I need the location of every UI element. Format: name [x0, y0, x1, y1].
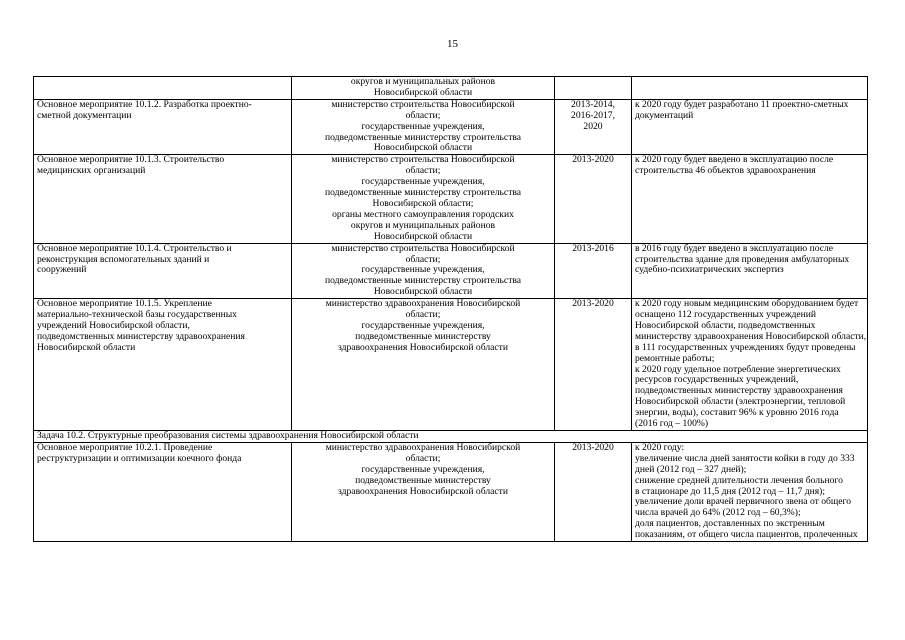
cell-line: Новосибирской области	[373, 286, 473, 298]
executor-cell	[292, 77, 555, 100]
cell-line: подведомственные министерству строительства	[324, 131, 522, 143]
cell-line: области;	[405, 452, 441, 464]
measure-name-cell	[34, 299, 292, 431]
result-cell	[632, 243, 868, 299]
cell-line: подведомственных министерству здравоохранения	[37, 330, 245, 342]
cell-line: подведомственные министерству	[355, 474, 491, 486]
cell-line: 2013-2016	[572, 242, 614, 254]
cell-line: здравоохранения Новосибирской области	[338, 341, 508, 353]
cell-line: доля пациентов, доставленных по экстренным	[635, 518, 825, 530]
cell-line: ресурсов государственных учреждений,	[635, 374, 799, 386]
measure-name-cell	[34, 155, 292, 243]
cell-line: реконструкция вспомогательных зданий и	[37, 253, 210, 265]
result-cell	[632, 442, 868, 541]
cell-line: Новосибирской области	[373, 86, 473, 98]
cell-line: Основное мероприятие 10.1.2. Разработка проектно-	[37, 98, 252, 110]
cell-line: Основное мероприятие 10.1.3. Строительство	[37, 154, 225, 166]
cell-line: в 2016 году будет введено в эксплуатацию после	[635, 242, 834, 254]
cell-line: к 2020 году удельное потребление энергетических	[635, 363, 841, 375]
cell-line: округов и муниципальных районов	[350, 219, 496, 231]
table-row	[34, 442, 868, 541]
term-cell	[555, 243, 632, 299]
cell-line: государственные учреждения,	[361, 264, 485, 276]
cell-line: увеличение доли врачей первичного звена от общего	[635, 496, 852, 508]
term-cell	[555, 299, 632, 431]
cell-line: подведомственные министерству строительства	[324, 187, 522, 199]
executor-cell	[292, 243, 555, 299]
table-row	[34, 77, 868, 100]
cell-line: подведомственные министерству	[355, 330, 491, 342]
cell-line: государственные учреждения,	[361, 120, 485, 132]
executor-cell	[292, 155, 555, 243]
term-cell	[555, 77, 632, 100]
measures-table-body	[34, 77, 868, 542]
term-cell	[555, 99, 632, 155]
cell-line: медицинских организаций	[37, 165, 146, 177]
executor-cell	[292, 442, 555, 541]
cell-line: реструктуризации и оптимизации коечного фонда	[37, 452, 242, 464]
executor-cell	[292, 99, 555, 155]
cell-line: министерству здравоохранения Новосибирской области,	[635, 330, 867, 342]
result-cell	[632, 155, 868, 243]
cell-line: министерство здравоохранения Новосибирской	[325, 441, 521, 453]
cell-line: министерство строительства Новосибирской	[331, 98, 515, 110]
cell-line: 2020	[583, 120, 603, 132]
cell-line: учреждений Новосибирской области,	[37, 319, 190, 331]
table-row	[34, 299, 868, 431]
cell-line: документаций	[635, 109, 694, 121]
measure-name-cell	[34, 243, 292, 299]
cell-line: снижение средней длительности лечения больного	[635, 474, 843, 486]
cell-line: области;	[405, 309, 441, 321]
cell-line: Новосибирской области	[373, 142, 473, 154]
cell-line: округов и муниципальных районов	[350, 76, 496, 87]
cell-line: ремонтные работы;	[635, 352, 715, 364]
cell-line: показаниям, от общего числа пациентов, пролеченных	[635, 529, 858, 541]
cell-line: Новосибирской области	[37, 341, 136, 353]
cell-line: Основное мероприятие 10.1.5. Укрепление	[37, 298, 212, 310]
cell-line: Основное мероприятие 10.1.4. Строительство и	[37, 242, 232, 254]
result-cell	[632, 77, 868, 100]
cell-line: в 111 государственных учреждениях будут проведены	[635, 341, 856, 353]
cell-line: министерство здравоохранения Новосибирской	[325, 298, 521, 310]
cell-line: 2016-2017,	[571, 109, 615, 121]
cell-line: дней (2012 год – 327 дней);	[635, 463, 747, 475]
cell-line: 2013-2020	[572, 441, 614, 453]
measures-table	[33, 76, 868, 542]
cell-line: к 2020 году будет разработано 11 проектно-сметных	[635, 98, 849, 110]
table-row	[34, 99, 868, 155]
cell-line: подведомственные министерству строительства	[324, 275, 522, 287]
cell-line: области;	[405, 109, 441, 121]
cell-line: министерство строительства Новосибирской	[331, 242, 515, 254]
cell-line: государственные учреждения,	[361, 176, 485, 188]
cell-line: Новосибирской области;	[372, 197, 474, 209]
executor-cell	[292, 299, 555, 431]
cell-line: в стационаре до 11,5 дня (2012 год – 11,7 дня);	[635, 485, 825, 497]
cell-line: числа врачей до 64% (2012 год – 60,3%);	[635, 507, 801, 519]
cell-line: здравоохранения Новосибирской области	[338, 485, 508, 497]
cell-line: сооружений	[37, 264, 87, 276]
cell-line: к 2020 году будет введено в эксплуатацию после	[635, 154, 834, 166]
cell-line: к 2020 году:	[635, 441, 685, 453]
task-heading: Задача 10.2. Структурные преобразования системы здравоохранения Новосибирской области	[34, 431, 868, 443]
cell-line: строительства 46 объектов здравоохранения	[635, 165, 816, 177]
cell-line: Новосибирской области, подведомственных	[635, 319, 816, 331]
cell-line: министерство строительства Новосибирской	[331, 154, 515, 166]
cell-line: материально-технической базы государственных	[37, 309, 237, 321]
cell-line: увеличение числа дней занятости койки в году до 333	[635, 452, 855, 464]
task-row	[34, 431, 868, 443]
cell-line: Новосибирской области (электроэнергии, тепловой	[635, 396, 846, 408]
cell-line: к 2020 году новым медицинским оборудованием будет	[635, 298, 859, 310]
cell-line: подведомственных министерству здравоохранения	[635, 385, 843, 397]
result-cell	[632, 299, 868, 431]
cell-line: органы местного самоуправления городских	[332, 208, 514, 220]
page-number: 15	[447, 38, 458, 50]
cell-line: области;	[405, 253, 441, 265]
term-cell	[555, 442, 632, 541]
cell-line: 2013-2014,	[571, 98, 615, 110]
cell-line: 2013-2020	[572, 154, 614, 166]
table-row	[34, 155, 868, 243]
cell-line: Новосибирской области	[373, 230, 473, 242]
measure-name-cell	[34, 77, 292, 100]
cell-line: 2013-2020	[572, 298, 614, 310]
cell-line: Основное мероприятие 10.2.1. Проведение	[37, 441, 213, 453]
measure-name-cell	[34, 442, 292, 541]
cell-line: сметной документации	[37, 109, 132, 121]
table-row	[34, 243, 868, 299]
cell-line: оснащено 112 государственных учреждений	[635, 309, 817, 321]
result-cell	[632, 99, 868, 155]
cell-line: государственные учреждения,	[361, 319, 485, 331]
cell-line: области;	[405, 165, 441, 177]
cell-line: (2016 год – 100%)	[635, 418, 709, 430]
cell-line: строительства здание для проведения амбулаторных	[635, 253, 850, 265]
cell-line: судебно-психиатрических экспертиз	[635, 264, 784, 276]
measure-name-cell	[34, 99, 292, 155]
cell-line: государственные учреждения,	[361, 463, 485, 475]
cell-line: энергии, воды), составит 96% к уровню 2016 года	[635, 407, 839, 419]
term-cell	[555, 155, 632, 243]
